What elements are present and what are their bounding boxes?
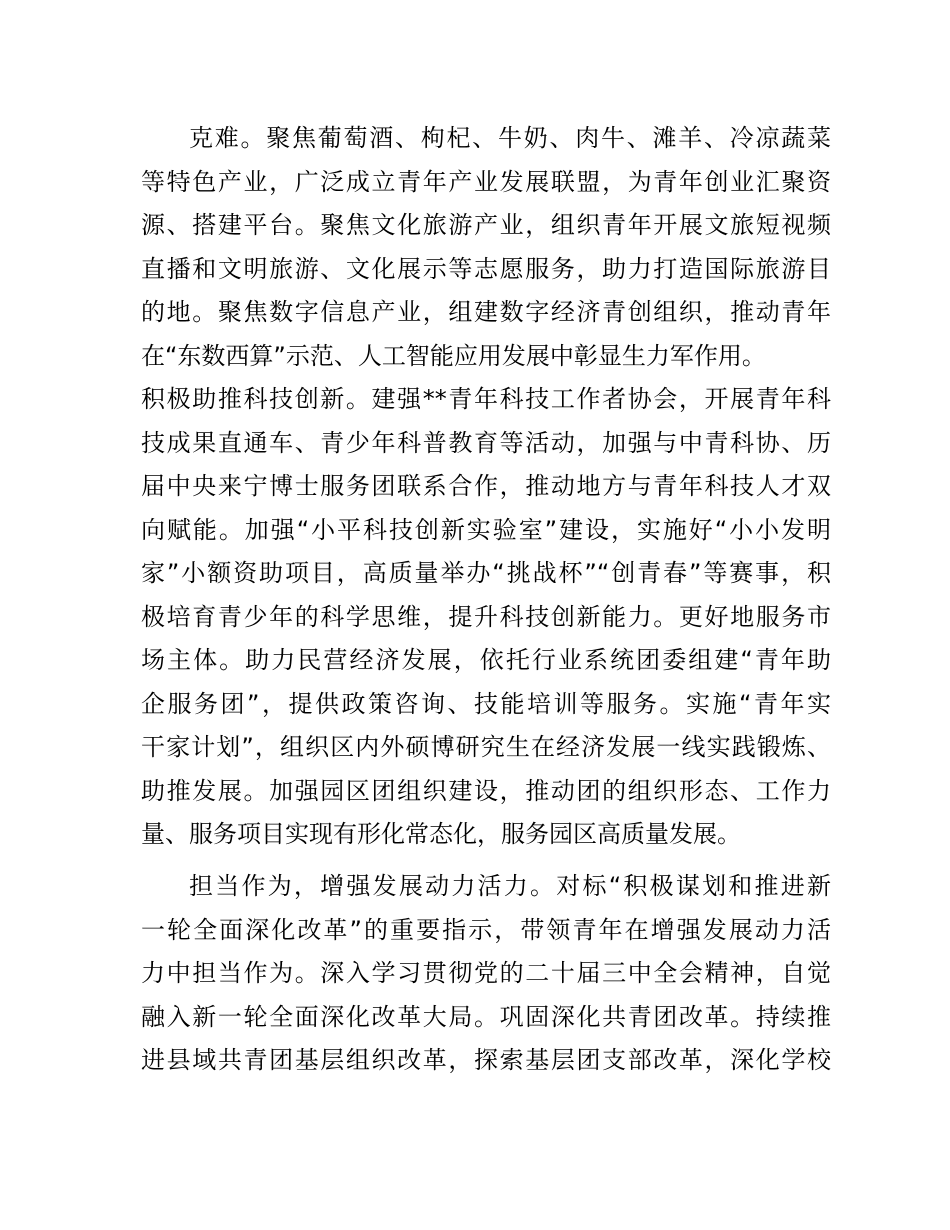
text-line: 场主体。助力民营经济发展，依托行业系统团委组建“青年助 bbox=[141, 646, 831, 674]
text-line: 向赋能。加强“小平科技创新实验室”建设，实施好“小小发明 bbox=[141, 515, 831, 544]
text-line: 届中央来宁博士服务团联系合作，推动地方与青年科技人才双 bbox=[141, 472, 831, 500]
text-line: 极培育青少年的科学思维，提升科技创新能力。更好地服务市 bbox=[141, 602, 831, 631]
text-line: 克难。聚焦葡萄酒、枸杞、牛奶、肉牛、滩羊、冷凉蔬菜 bbox=[189, 124, 831, 152]
text-line: 进县域共青团基层组织改革，探索基层团支部改革，深化学校 bbox=[141, 1046, 831, 1074]
text-line: 直播和文明旅游、文化展示等志愿服务，助力打造国际旅游目 bbox=[141, 254, 831, 283]
text-line: 企服务团”，提供政策咨询、技能培训等服务。实施“青年实 bbox=[141, 689, 831, 718]
paragraph-1 bbox=[141, 117, 831, 857]
text-line: 担当作为，增强发展动力活力。对标“积极谋划和推进新 bbox=[189, 872, 831, 900]
text-line: 量、服务项目实现有形化常态化，服务园区高质量发展。 bbox=[141, 820, 741, 848]
text-line: 力中担当作为。深入学习贯彻党的二十届三中全会精神，自觉 bbox=[141, 959, 831, 987]
text-line: 在“东数西算”示范、人工智能应用发展中彰显生力军作用。 bbox=[141, 341, 766, 370]
text-line: 助推发展。加强园区团组织建设，推动团的组织形态、工作力 bbox=[141, 776, 831, 805]
text-line: 等特色产业，广泛成立青年产业发展联盟，为青年创业汇聚资 bbox=[141, 167, 831, 196]
text-line: 一轮全面深化改革”的重要指示，带领青年在增强发展动力活 bbox=[141, 915, 831, 944]
paragraph-2 bbox=[141, 865, 831, 1083]
text-line: 家”小额资助项目，高质量举办“挑战杯”“创青春”等赛事，积 bbox=[141, 559, 831, 587]
text-line: 积极助推科技创新。建强**青年科技工作者协会，开展青年科 bbox=[141, 385, 831, 413]
text-line: 源、搭建平台。聚焦文化旅游产业，组织青年开展文旅短视频 bbox=[141, 211, 831, 239]
text-line: 融入新一轮全面深化改革大局。巩固深化共青团改革。持续推 bbox=[141, 1002, 831, 1031]
text-line: 技成果直通车、青少年科普教育等活动，加强与中青科协、历 bbox=[141, 428, 831, 457]
text-line: 干家计划”，组织区内外硕博研究生在经济发展一线实践锻炼、 bbox=[141, 733, 831, 761]
text-line: 的地。聚焦数字信息产业，组建数字经济青创组织，推动青年 bbox=[141, 298, 831, 326]
